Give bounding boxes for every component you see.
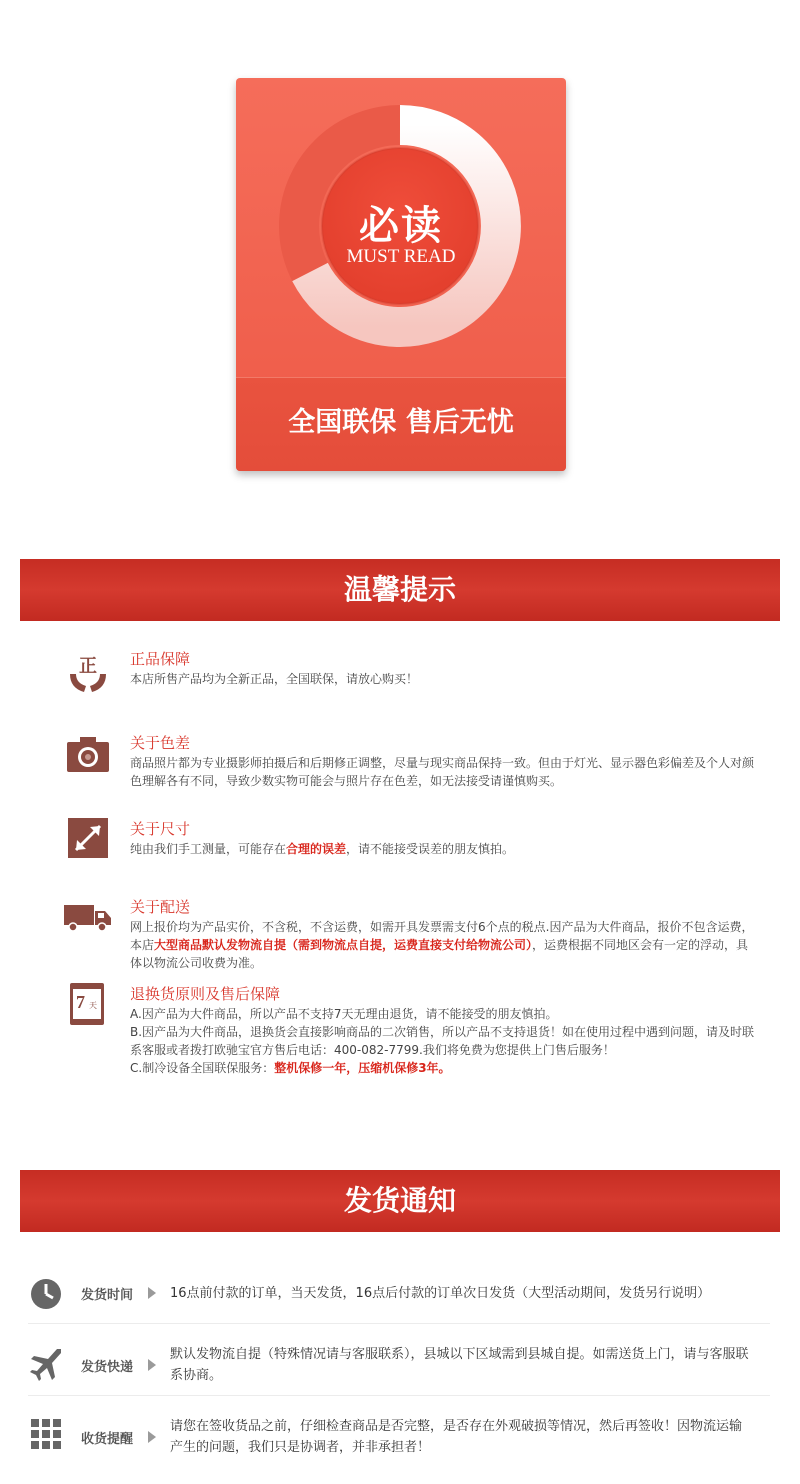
tip-body-text: ，运费根据不同地区会有一定的浮动，具体以物流公司收费为准。: [130, 938, 749, 970]
airplane-icon: [28, 1346, 64, 1382]
tip-body-text: ，请不能接受误差的朋友慎拍。: [346, 842, 515, 856]
tip-body-text: 网上报价均为产品实价，不含税，不含运费，如需开具发票需支付6个点的税点.因产品为大件商品，报价不包含运费，本店: [130, 920, 754, 952]
tip-line-a: A.因产品为大件商品，所以产品不支持7天无理由退货，请不能接受的朋友慎拍。: [130, 1007, 558, 1021]
divider: [28, 1395, 770, 1396]
resize-arrow-icon: [64, 818, 112, 866]
ship-label: 发货快递: [81, 1360, 134, 1375]
svg-text:正: 正: [79, 656, 97, 677]
genuine-hands-icon: [64, 648, 112, 696]
divider: [28, 1323, 770, 1324]
tips-heading: 温馨提示: [343, 573, 456, 606]
calendar-day-unit: 天: [89, 1001, 97, 1010]
ship-text: 默认发物流自提（特殊情况请与客服联系），县城以下区域需到县城自提。如需送货上门，请与客服联系协商。: [170, 1347, 749, 1383]
triangle-right-icon: [148, 1359, 156, 1371]
grid-icon: [31, 1419, 61, 1449]
tip-body-highlight: 合理的误差: [286, 842, 347, 856]
tip-body-text: C.制冷设备全国联保服务：: [130, 1061, 275, 1075]
ship-row-receipt: [28, 1416, 770, 1460]
tips-banner: [20, 559, 780, 621]
tip-body: [130, 918, 760, 972]
ship-row-time: [28, 1276, 770, 1312]
ship-row-courier: [28, 1344, 770, 1388]
ship-text: 请您在签收货品之前，仔细检查商品是否完整，是否存在外观破损等情况，然后再签收！因物流运输产生的问题，我们只是协调者，并非承担者！: [170, 1419, 743, 1455]
camera-icon: [64, 732, 112, 780]
triangle-right-icon: [148, 1431, 156, 1443]
tip-body: 本店所售产品均为全新正品，全国联保，请放心购买！: [130, 672, 419, 686]
tip-body-text: 纯由我们手工测量，可能存在: [130, 842, 287, 856]
badge-subtitle: MUST READ: [346, 246, 456, 267]
tip-body: [130, 1005, 760, 1077]
badge-slogan: 全国联保 售后无忧: [288, 407, 514, 438]
delivery-truck-icon: [64, 894, 112, 942]
tip-title: 关于色差: [130, 734, 191, 752]
tip-body-highlight: 大型商品默认发物流自提（需到物流点自提，运费直接支付给物流公司）: [154, 938, 533, 952]
shipping-banner: [20, 1170, 780, 1232]
tip-body: 商品照片都为专业摄影师拍摄后和后期修正调整，尽量与现实商品保持一致。但由于灯光、显示器色彩偏差及个人对颜色理解各有不同，导致少数实物可能会与照片存在色差，如无法接受请谨慎购买。: [130, 756, 755, 788]
tip-title: 退换货原则及售后保障: [130, 985, 281, 1003]
seven-day-calendar-icon: [70, 983, 104, 1025]
badge-title: 必读: [359, 203, 443, 249]
must-read-badge: [236, 78, 566, 471]
calendar-page: [73, 989, 101, 1019]
ship-text: 16点前付款的订单，当天发货，16点后付款的订单次日发货（大型活动期间，发货另行说明）: [170, 1286, 711, 1301]
ship-label: 发货时间: [81, 1288, 134, 1303]
tip-line-c: [130, 1059, 760, 1077]
clock-icon: [30, 1278, 62, 1310]
tip-body: [130, 840, 760, 858]
tip-line-b: B.因产品为大件商品，退换货会直接影响商品的二次销售，所以产品不支持退货！如在使用过程中遇到问题，请及时联系客服或者拨打欧驰宝官方售后电话：400-082-7799.我们将免费为您提供上门售后服务！: [130, 1025, 755, 1057]
tip-title: 正品保障: [130, 650, 191, 668]
tip-title: 关于尺寸: [130, 820, 191, 838]
triangle-right-icon: [148, 1287, 156, 1299]
tip-body-highlight: 整机保修一年，压缩机保修3年。: [274, 1061, 451, 1075]
shipping-heading: 发货通知: [343, 1184, 456, 1217]
calendar-day-number: 7: [76, 992, 85, 1012]
ship-label: 收货提醒: [81, 1432, 134, 1447]
badge-footer: [236, 377, 566, 471]
tip-title: 关于配送: [130, 898, 191, 916]
